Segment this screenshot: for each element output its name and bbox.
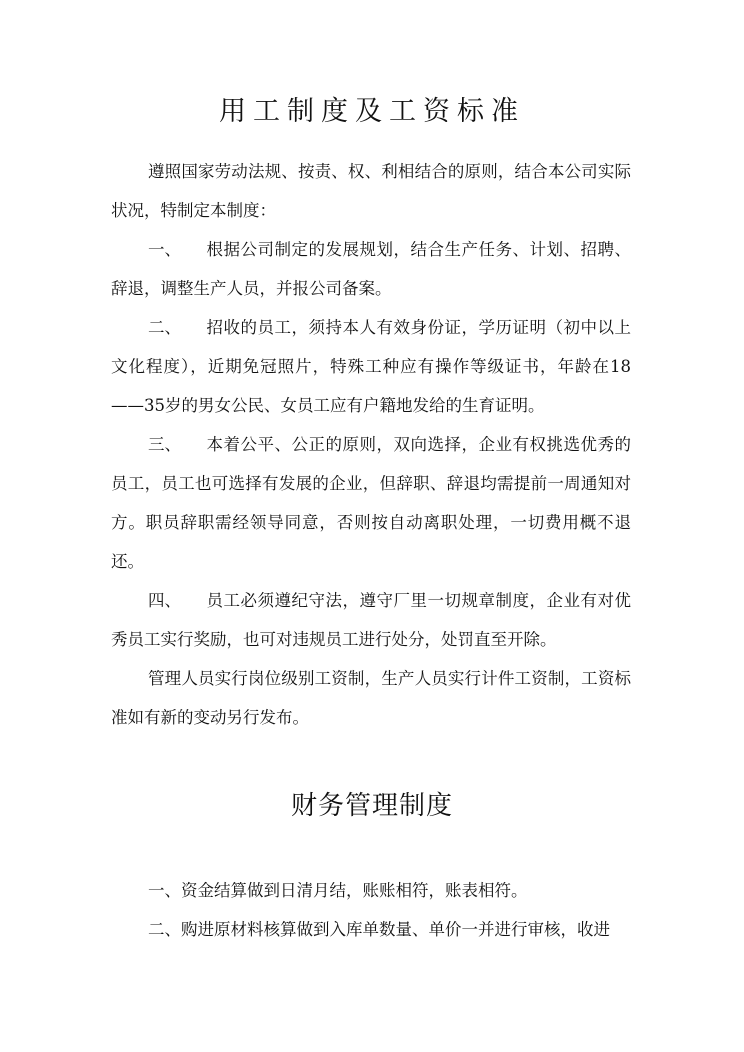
section1-item-4 bbox=[111, 581, 631, 659]
item-text: 根据公司制定的发展规划，结合生产任务、计划、招聘、辞退，调整生产人员，并报公司备案。 bbox=[111, 240, 631, 298]
section1-intro: 遵照国家劳动法规、按责、权、利相结合的原则，结合本公司实际状况，特制定本制度： bbox=[111, 162, 631, 220]
item-number: 四、 bbox=[148, 591, 181, 610]
item-text: 本着公平、公正的原则，双向选择，企业有权挑选优秀的员工，员工也可选择有发展的企业，但辞职、辞退均需提前一周通知对方。职员辞职需经领导同意，否则按自动离职处理，一切费用概不退还。 bbox=[111, 435, 631, 571]
section1-closing: 管理人员实行岗位级别工资制，生产人员实行计件工资制，工资标准如有新的变动另行发布。 bbox=[111, 669, 631, 727]
section1-item-3 bbox=[111, 425, 631, 581]
section1-item-1 bbox=[111, 230, 631, 308]
section1-title: 用工制度及工资标准 bbox=[219, 96, 525, 127]
item-text: 员工必须遵纪守法，遵守厂里一切规章制度，企业有对优秀员工实行奖励，也可对违规员工进行处分，处罚直至开除。 bbox=[111, 591, 631, 649]
item-number: 二、 bbox=[148, 318, 181, 337]
item-text: 招收的员工，须持本人有效身份证，学历证明（初中以上文化程度），近期免冠照片，特殊工种应有操作等级证书，年龄在18——35岁的男女公民、女员工应有户籍地发给的生育证明。 bbox=[111, 318, 631, 415]
section2-item-2: 二、购进原材料核算做到入库单数量、单价一并进行审核，收进 bbox=[148, 920, 610, 939]
section1-item-2 bbox=[111, 308, 631, 425]
section2-title: 财务管理制度 bbox=[290, 791, 453, 821]
item-number: 三、 bbox=[148, 435, 181, 454]
section2-item-1: 一、资金结算做到日清月结，账账相符，账表相符。 bbox=[148, 881, 528, 900]
item-number: 一、 bbox=[148, 240, 181, 259]
